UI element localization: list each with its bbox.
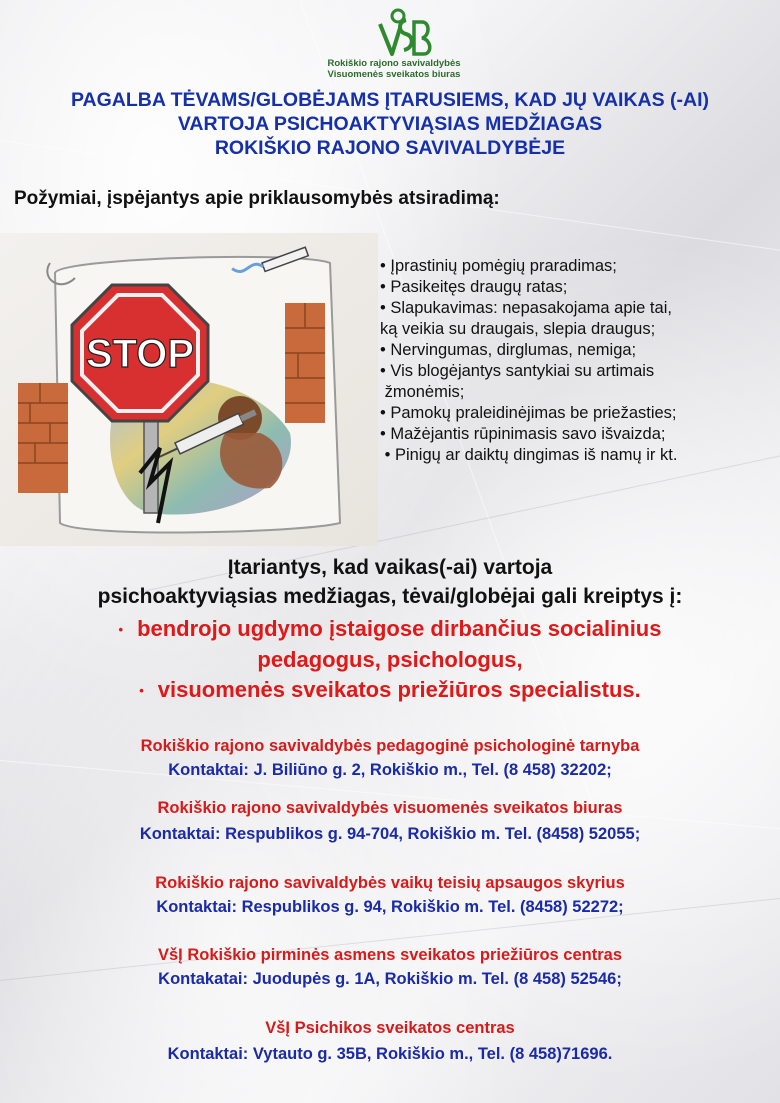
stop-drugs-illustration	[0, 233, 378, 546]
list-item: • Vis blogėjantys santykiai su artimais	[380, 362, 655, 380]
list-item: • Pamokų praleidinėjimas be priežasties;	[380, 404, 677, 422]
suspect-paragraph	[0, 553, 780, 611]
list-item: • Mažėjantis rūpinimasis savo išvaizda;	[380, 425, 666, 443]
contact-org: Rokiškio rajono savivaldybės vaikų teisių apsaugos skyrius	[155, 874, 625, 892]
list-item: • Slapukavimas: nepasakojama apie tai,	[380, 299, 672, 317]
contact-org: Rokiškio rajono savivaldybės pedagoginė psichologinė tarnyba	[140, 737, 640, 755]
contact-block	[0, 1016, 780, 1066]
logo-line-1: Rokiškio rajono savivaldybės	[327, 58, 461, 69]
contact-block	[0, 796, 780, 846]
list-item: pedagogus, psichologus,	[257, 647, 523, 673]
title-line-2: VARTOJA PSICHOAKTYVIĄSIAS MEDŽIAGAS	[177, 113, 603, 135]
logo-line-2: Visuomenės sveikatos biuras	[327, 69, 461, 80]
contact-block	[0, 734, 780, 782]
target-1-line-1: bendrojo ugdymo įstaigose dirbančius socialinius	[137, 616, 662, 641]
page-title	[0, 88, 780, 160]
list-item: • Pasikeitęs draugų ratas;	[380, 278, 568, 296]
suspect-line-2: psichoaktyviąsias medžiagas, tėvai/globėjai gali kreiptys į:	[97, 585, 683, 608]
warning-signs-list	[380, 256, 780, 466]
target-2: visuomenės sveikatos priežiūros specialistus.	[157, 677, 641, 703]
organization-logo	[327, 6, 464, 82]
list-item: • Pinigų ar daiktų dingimas iš namų ir kt.	[380, 446, 678, 464]
contact-org: VšĮ Psichikos sveikatos centras	[265, 1019, 515, 1037]
contact-org: VšĮ Rokiškio pirminės asmens sveikatos priežiūros centras	[157, 946, 623, 964]
list-item: žmonėmis;	[380, 383, 465, 401]
suspect-line-1: Įtariantys, kad vaikas(-ai) vartoja	[227, 556, 553, 579]
contact-block	[0, 871, 780, 919]
contact-org: Rokiškio rajono savivaldybės visuomenės sveikatos biuras	[157, 799, 623, 817]
stop-sign-text: STOP	[85, 332, 195, 376]
title-line-1: PAGALBA TĖVAMS/GLOBĖJAMS ĮTARUSIEMS, KAD JŲ VAIKAS (-AI)	[70, 89, 710, 111]
target-specialists-list	[0, 614, 780, 706]
contact-address: Kontaktai: Respublikos g. 94-704, Rokiškio m. Tel. (8458) 52055;	[139, 825, 641, 843]
warning-signs-heading: Požymiai, įspėjantys apie priklausomybės atsiradimą:	[14, 188, 500, 209]
list-item: • Nervingumas, dirglumas, nemiga;	[380, 341, 637, 359]
contact-address: Kontakatai: Juodupės g. 1A, Rokiškio m. Tel. (8 458) 52546;	[158, 970, 622, 988]
list-item: ką veikia su draugais, slepia draugus;	[380, 320, 656, 338]
bullet-icon: •	[118, 622, 124, 638]
title-line-3: ROKIŠKIO RAJONO SAVIVALDYBĖJE	[214, 137, 566, 159]
list-item: • Įprastinių pomėgių praradimas;	[380, 257, 617, 275]
contact-block	[0, 943, 780, 991]
contact-address: Kontaktai: Respublikos g. 94, Rokiškio m. Tel. (8458) 52272;	[156, 898, 624, 916]
bullet-icon: •	[139, 683, 144, 699]
contact-address: Kontaktai: Vytauto g. 35B, Rokiškio m., Tel. (8 458)71696.	[167, 1045, 613, 1063]
contact-address: Kontaktai: J. Biliūno g. 2, Rokiškio m., Tel. (8 458) 32202;	[168, 761, 612, 779]
list-item	[0, 675, 780, 706]
vsb-logo-icon	[376, 6, 432, 58]
list-item	[0, 614, 780, 645]
